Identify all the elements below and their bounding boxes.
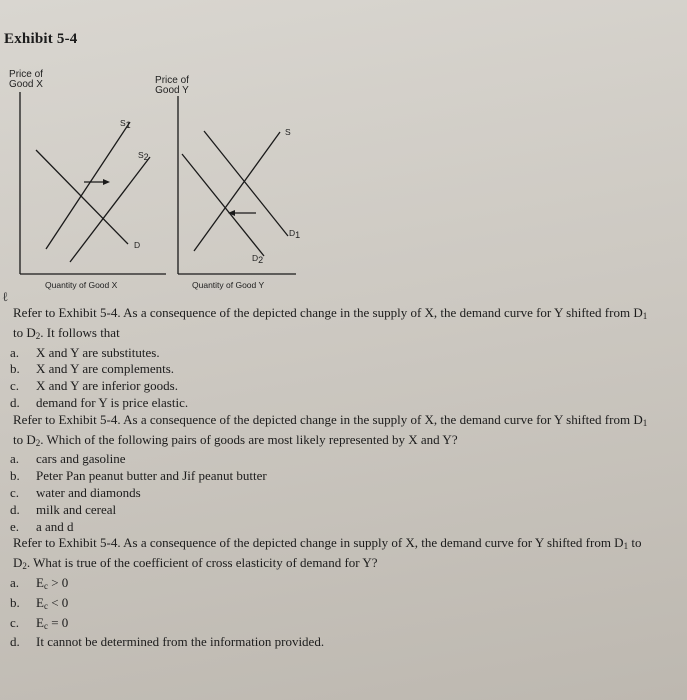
graph-x-supply-s1 (46, 122, 130, 249)
graph-x-svg (18, 92, 168, 282)
question-block (0, 305, 687, 651)
graph-x-y-axis-line1: Price of (9, 69, 43, 80)
graph-y-label-d1: D1 (289, 228, 301, 240)
graph-y-demand-d2 (182, 154, 264, 256)
q1-option-c: c. X and Y are inferior goods. (10, 378, 178, 394)
q1-option-d: d. demand for Y is price elastic. (10, 394, 189, 410)
graph-y-label-s: S (285, 127, 291, 137)
graph-good-y (176, 96, 301, 282)
q2-option-e: e. a and d (10, 518, 74, 534)
graph-y-y-axis-line2: Good Y (155, 85, 189, 96)
graph-x-label-d: D (134, 240, 141, 250)
q3-option-a: a. $E_c > 0$ (10, 574, 69, 591)
graph-y-supply-s (194, 132, 280, 251)
q3-option-c: c. $E_c = 0$ (10, 614, 69, 631)
q3-option-b: b. $E_c < 0$ (10, 594, 69, 611)
graph-y-y-axis-line1: Price of (155, 75, 189, 86)
q2-option-d: d. milk and cereal (10, 501, 117, 517)
q2-option-c: c. water and diamonds (10, 484, 141, 500)
q3-stem: Refer to Exhibit 5-4. As a consequence of the depicted change in supply of X, the demand curve for Y shifted from $D_1$ to $D_2$. What is true of the coefficient of cross elasticity of demand for Y? (13, 535, 642, 572)
handwritten-mark: ℓ (2, 289, 9, 304)
q2-option-a: a. cars and gasoline (10, 451, 126, 467)
q1-stem: Refer to Exhibit 5-4. As a consequence of the depicted change in the supply of X, the demand curve for Y shifted from $D_1$ to $D_2$. It follows that (13, 305, 648, 341)
q3-option-d: d. It cannot be determined from the information provided. (10, 634, 325, 650)
graph-y-label-d2: D2 (252, 253, 264, 265)
graph-good-x (18, 92, 168, 282)
graph-x-shift-arrowhead (103, 179, 110, 185)
graph-x-y-axis-label (2, 70, 50, 90)
graph-y-x-axis-label: Quantity of Good Y (192, 280, 265, 290)
graph-x-x-axis-label: Quantity of Good X (45, 280, 118, 290)
q2-stem: Refer to Exhibit 5-4. As a consequence of the depicted change in the supply of X, the demand curve for Y shifted from $D_1$ to $D_2$. Which of the following pairs of goods are most likely represented by X and Y? (13, 411, 648, 448)
graph-x-label-s1: S1 (120, 118, 131, 130)
q1-option-b: b. X and Y are complements. (10, 361, 175, 377)
graph-x-label-s2: S2 (138, 150, 149, 162)
graph-x-y-axis-line2: Good X (9, 79, 43, 90)
q2-option-b: b. Peter Pan peanut butter and Jif peanut butter (10, 468, 267, 484)
graph-y-svg (176, 96, 301, 282)
graph-y-y-axis-label (148, 76, 196, 96)
q1-option-a: a. X and Y are substitutes. (10, 344, 160, 360)
exhibit-title: Exhibit 5-4 (4, 31, 78, 47)
graph-x-demand-d (36, 150, 128, 244)
